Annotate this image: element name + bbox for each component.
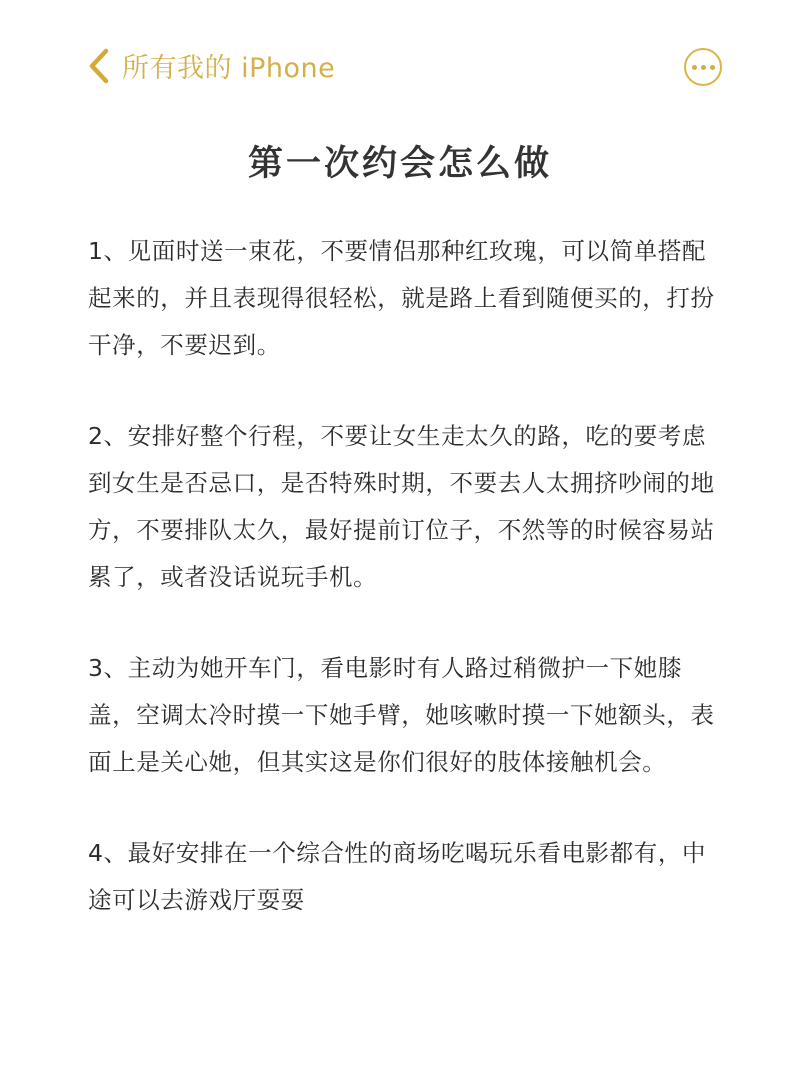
back-button[interactable] (88, 46, 335, 85)
note-body[interactable] (88, 228, 718, 968)
note-paragraph-1: 1、见面时送一束花，不要情侣那种红玫瑰，可以简单搭配起来的，并且表现得很轻松，就是路上看到随便买的，打扮干净，不要迟到。 (88, 237, 715, 359)
chevron-left-icon (88, 48, 110, 84)
note-paragraph-2: 2、安排好整个行程，不要让女生走太久的路，吃的要考虑到女生是否忌口，是否特殊时期，不要去人太拥挤吵闹的地方，不要排队太久，最好提前订位子，不然等的时候容易站累了，或者没话说玩手机。 (88, 422, 715, 591)
dot-icon (701, 65, 706, 70)
back-label: 所有我的 iPhone (122, 53, 336, 84)
dot-icon (710, 65, 715, 70)
navigation-bar (0, 0, 800, 120)
more-options-button[interactable] (684, 48, 722, 86)
note-paragraph-3: 3、主动为她开车门，看电影时有人路过稍微护一下她膝盖，空调太冷时摸一下她手臂，她咳嗽时摸一下她额头，表面上是关心她，但其实这是你们很好的肢体接触机会。 (88, 654, 715, 776)
note-paragraph-4: 4、最好安排在一个综合性的商场吃喝玩乐看电影都有，中途可以去游戏厅耍耍 (88, 839, 707, 914)
dot-icon (692, 65, 697, 70)
note-title: 第一次约会怎么做 (247, 144, 552, 184)
